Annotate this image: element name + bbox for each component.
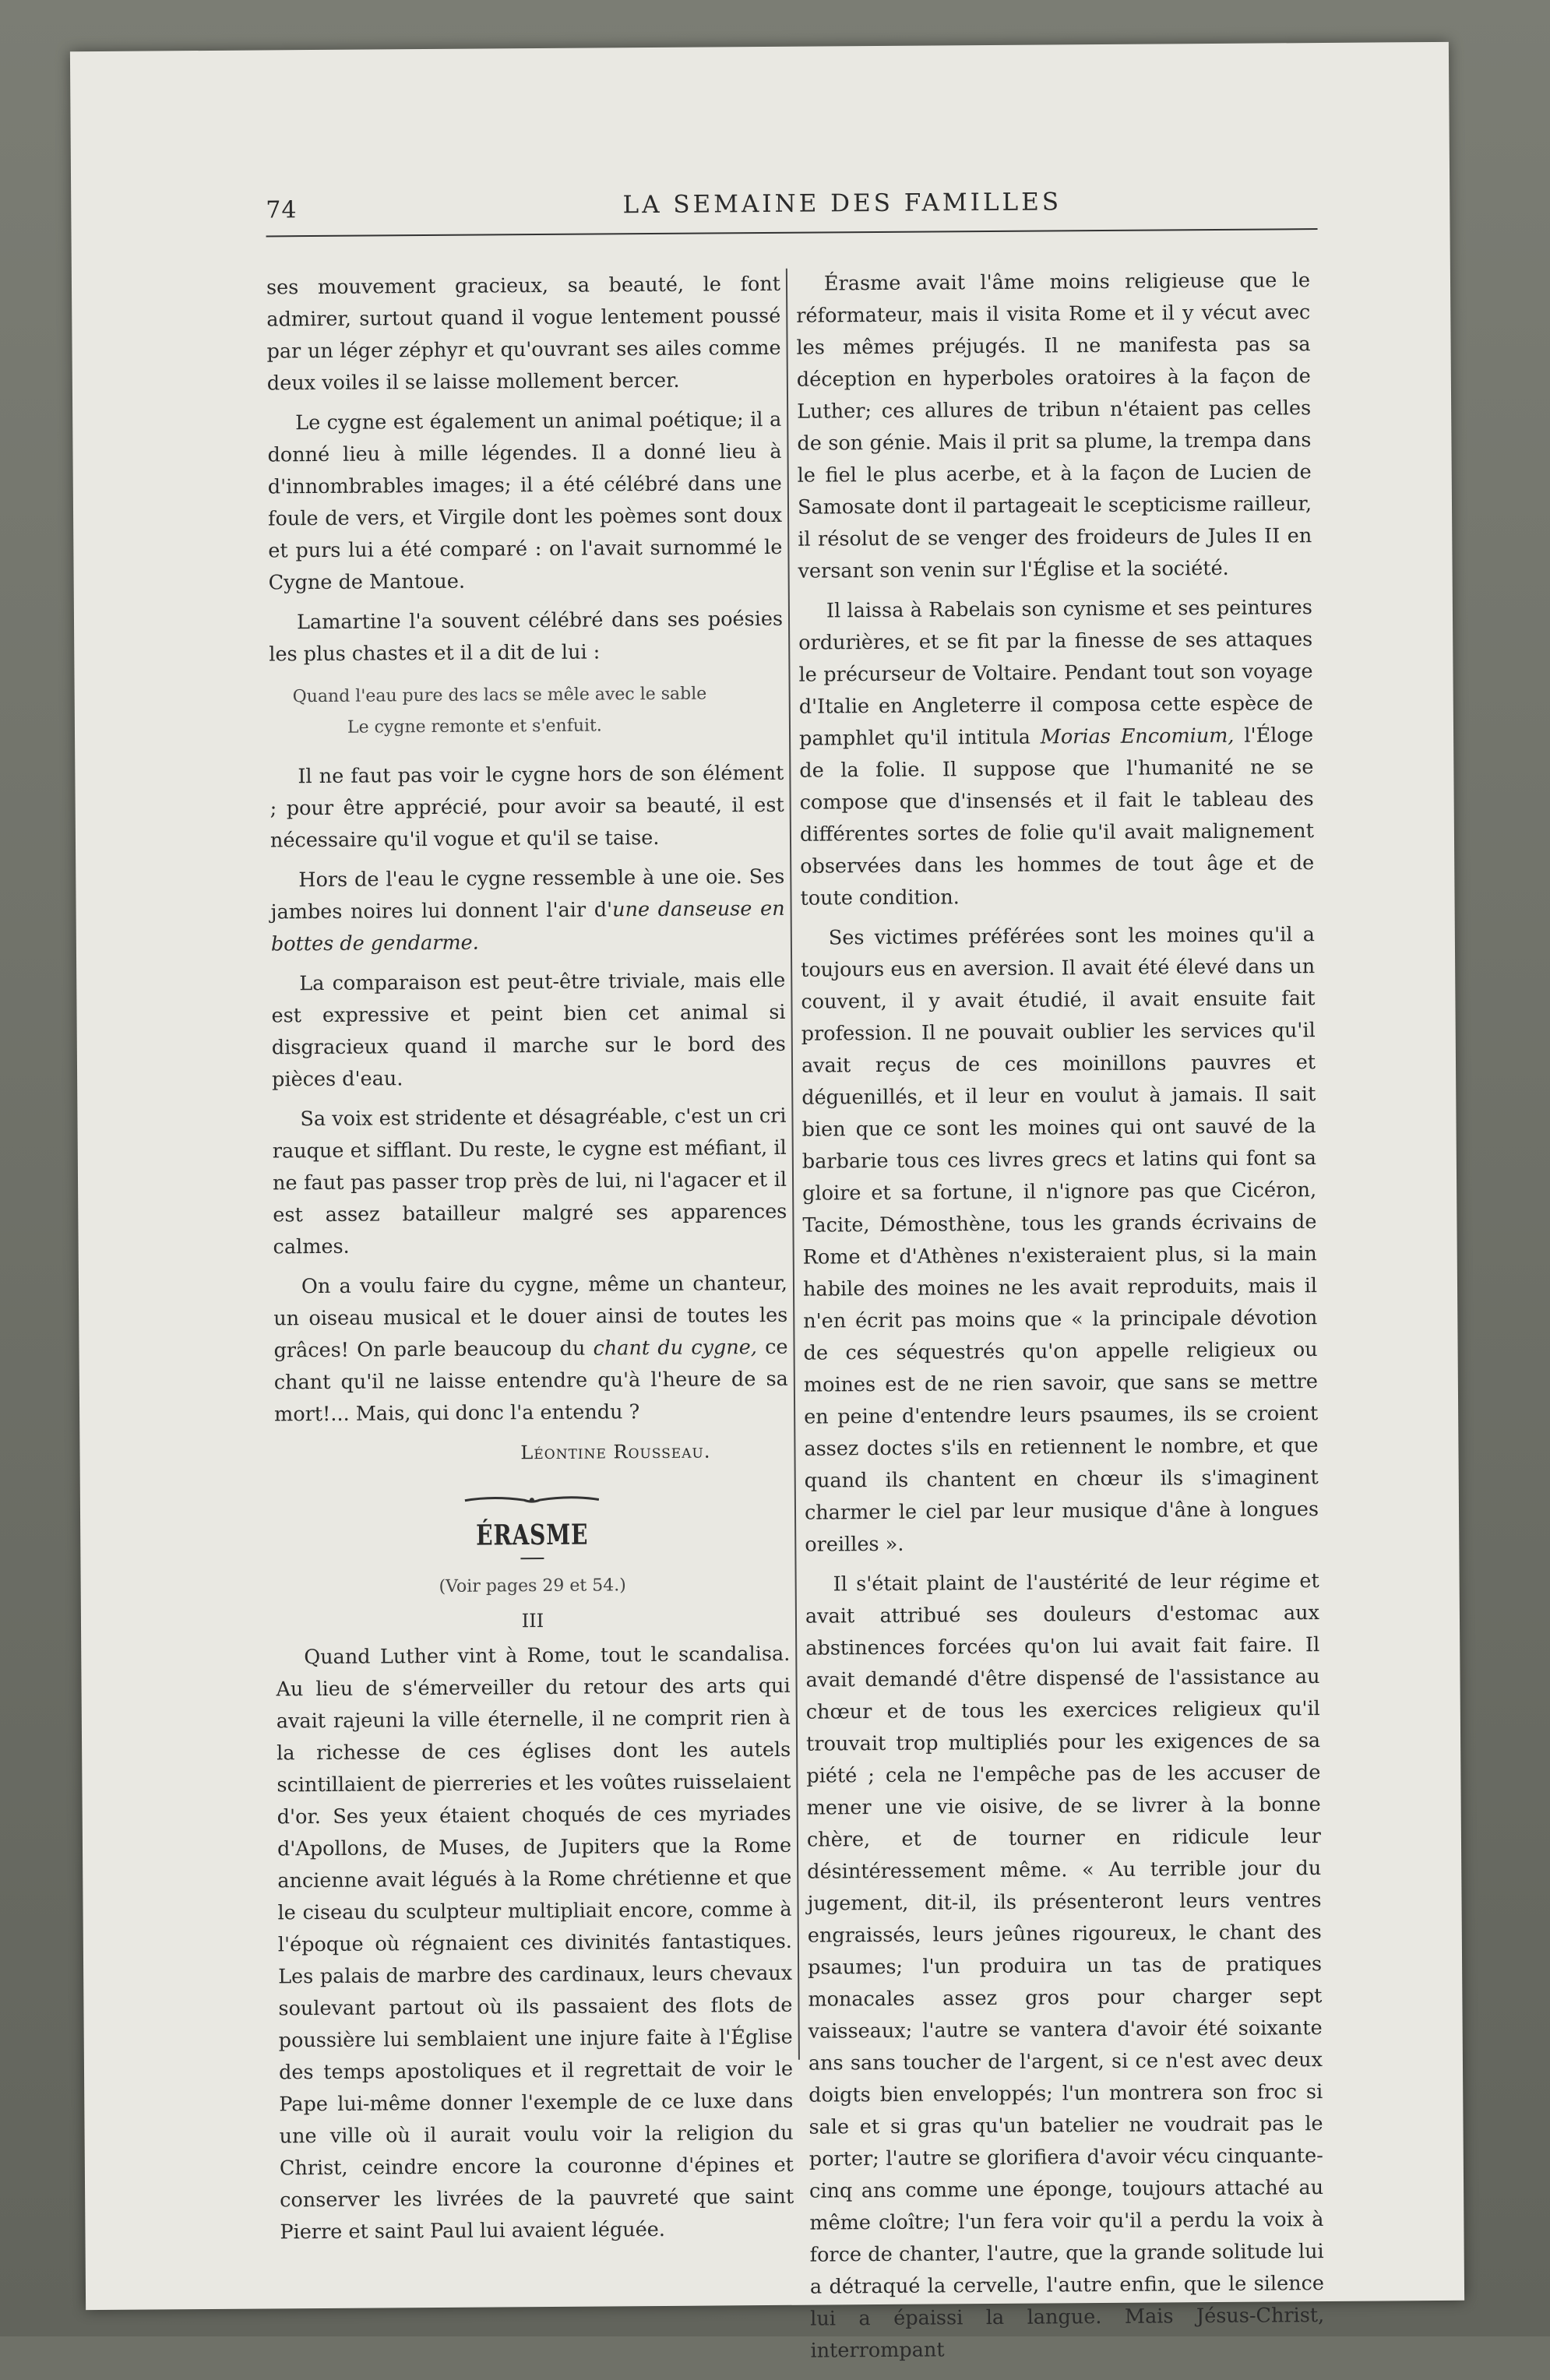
italic-text: Morias Encomium, [1040,724,1235,749]
text-run: On a voulu faire du cygne, même un chanteur, un oiseau musical et le douer ainsi de toutes les grâces! On parle beaucoup du [273,1271,788,1363]
paragraph: Lamartine l'a souvent célébré dans ses poésies les plus chastes et il a dit de lui : [269,607,784,667]
paragraph: ses mouvement gracieux, sa beauté, le font admirer, surtout quand il vogue lentement poussé par un léger zéphyr et qu'ouvrant ses ailes comme deux voiles il se laisse mollement bercer. [266,272,781,396]
author-signature: Léontine Rousseau. [520,1440,711,1464]
newspaper-page [70,42,1464,2363]
paragraph: Il ne faut pas voir le cygne hors de son élément ; pour être apprécié, pour avoir sa beauté, il est nécessaire qu'il vogue et qu'il se taise. [269,761,784,853]
paragraph: Quand Luther vint à Rome, tout le scandalisa. Au lieu de s'émerveiller du retour des arts qui avait rajeuni la ville éternelle, il ne comprit rien à la richesse de ces églises dont les autels scintillaient de pierreries et les voûtes ruisselaient d'or. Ses yeux étaient choqués de ces myriades d'Apollons, de Muses, de Jupiters que la Rome ancienne avait légués à la Rome chrétienne et que le ciseau du sculpteur multipliait encore, comme à l'époque où régnaient ces divinités fantastiques. Les palais de marbre des cardinaux, leurs chevaux soulevant partout où ils passaient des flots de poussière lui semblaient une injure faite à l'Église des temps apostoliques et il regrettait de voir le Pape lui-même donner l'exemple de ce luxe dans une ville où il aurait voulu voir la religion du Christ, ceindre encore la couronne d'épines et conserver les livrées de la pauvreté que saint Pierre et saint Paul lui avaient léguée. [276,1642,794,2244]
paragraph [270,861,785,961]
ornament-divider [275,1483,789,1502]
poem-quote [269,678,784,745]
poem-line: Quand l'eau pure des lacs se mêle avec le sable [292,684,707,707]
see-pages-note: (Voir pages 29 et 54.) [439,1576,626,1597]
poem-line: Le cygne remonte et s'enfuit. [347,716,602,738]
paragraph: Le cygne est également un animal poétique; il a donné lieu à mille légendes. Il a donné lieu à d'innombrables images; il a été célébré dans une foule de vers, et Virgile dont les poèmes sont doux et purs lui a été comparé : on l'avait surnommé le Cygne de Mantoue. [267,407,783,595]
left-column [266,269,794,2257]
paragraph: Sa voix est stridente et désagréable, c'est un cri rauque et sifflant. Du reste, le cygne est méfiant, il ne faut pas passer trop près de lui, ni l'agacer et il est assez batailleur malgré ses apparences calmes. [272,1104,787,1259]
section-number: III [521,1610,544,1632]
paragraph: Érasme avait l'âme moins religieuse que le réformateur, mais il visita Rome et il y vécut avec les mêmes préjugés. Il ne manifesta pas sa déception en hyperboles oratoires à la façon de Luther; ces allures de tribun n'étaient pas celles de son génie. Mais il prit sa plume, la trempa dans le fiel le plus acerbe, et à la façon de Lucien de Samosate dont il partageait le scepticisme railleur, il résolut de se venger des froideurs de Jules II en versant son venin sur l'Église et la société. [796,269,1312,583]
text-run: Hors de l'eau le cygne ressemble à une oie. Ses jambes noires lui donnent l'air d' [270,864,785,924]
paragraph: Il s'était plaint de l'austérité de leur régime et avait attribué ses douleurs d'estomac aux abstinences forcées qu'on lui avait fait faire. Il avait demandé d'être dispensé de l'assistance au chœur et de tous les exercices religieux qu'il trouvait trop multipliés pour les exigences de sa piété ; cela ne l'empêche pas de les accuser de mener une vie oisive, de se livrer à la bonne chère, et de tourner en ridicule leur désintéressement même. « Au terrible jour du jugement, dit-il, ils présenteront leurs ventres engraissés, leurs jeûnes rigoureux, le chant des psaumes; l'un produira un tas de pratiques monacales assez gros pour charger sept vaisseaux; l'autre se vantera d'avoir été soixante ans sans toucher de l'argent, si ce n'est avec deux doigts bien enveloppés; l'un montrera son froc si sale et si gras qu'un batelier ne voudrait pas le porter; l'autre se glorifiera d'avoir vécu cinquante-cinq ans comme une éponge, toujours attaché au même cloître; l'un fera voir qu'il a perdu la voix à force de chanter, l'autre, que la grande solitude lui a détraqué la cervelle, l'autre enfin, que le silence lui a épaissi la langue. Mais Jésus-Christ, interrompant [805,1569,1325,2363]
paragraph [273,1268,788,1431]
ornament-rule-icon [462,1493,602,1506]
title-dash [520,1558,544,1559]
paragraph: Ses victimes préférées sont les moines qu'il a toujours eus en aversion. Il avait été élevé dans un couvent, il y avait étudié, il avait ensuite fait profession. Il ne pouvait oublier les services qu'il avait reçus de ces moinillons pauvres et déguenillés, et il leur en voulut à jamais. Il sait bien que ce sont les moines qui ont sauvé de la barbarie tous ces livres grecs et latins qui font sa gloire et sa fortune, il n'ignore pas que Cicéron, Tacite, Démosthène, tous les grands écrivains de Rome et d'Athènes n'existeraient plus, si la main habile des moines ne les avait reproduits, mais il n'en écrit pas moins que « la principale dévotion de ces séquestrés qu'on appelle religieux ou moines est de ne rien savoir, que sans se mettre en peine d'entendre leurs psaumes, ils se croient assez doctes s'ils en retiennent le nombre, et que quand ils chantent en chœur ils s'imaginent charmer le ciel par leur musique d'âne à longues oreilles ». [801,923,1319,1557]
text-run: Il laissa à Rabelais son cynisme et ses peintures ordurières, et se fit par la finesse de ses attaques le précurseur de Voltaire. Pendant tout son voyage d'Italie en Angleterre il composa cette espèce de pamphlet qu'il intitula [798,596,1313,751]
page-header [266,183,1317,237]
text-run: l'Éloge de la folie. Il suppose que l'humanité ne se compose que d'insensés et il fait le tableau des différentes sortes de folie qu'il avait malignement observées dans les hommes de tout âge et de toute condition. [799,724,1315,910]
right-column [796,265,1325,2375]
page-number: 74 [266,196,298,224]
paragraph: La comparaison est peut-être triviale, mais elle est expressive et peint bien cet animal si disgracieux quand il marche sur le bord des pièces d'eau. [271,968,786,1092]
paragraph [798,592,1315,915]
italic-text: chant du cygne, [593,1336,758,1361]
journal-title: LA SEMAINE DES FAMILLES [622,188,1062,220]
article-title: ÉRASME [476,1518,589,1552]
header-rule [266,228,1318,237]
text-run: ce chant qu'il ne laisse entendre qu'à l'heure de sa mort!... Mais, qui donc l'a entendu ? [273,1335,788,1427]
italic-text: une danseuse en bottes de gendarme. [270,896,785,956]
